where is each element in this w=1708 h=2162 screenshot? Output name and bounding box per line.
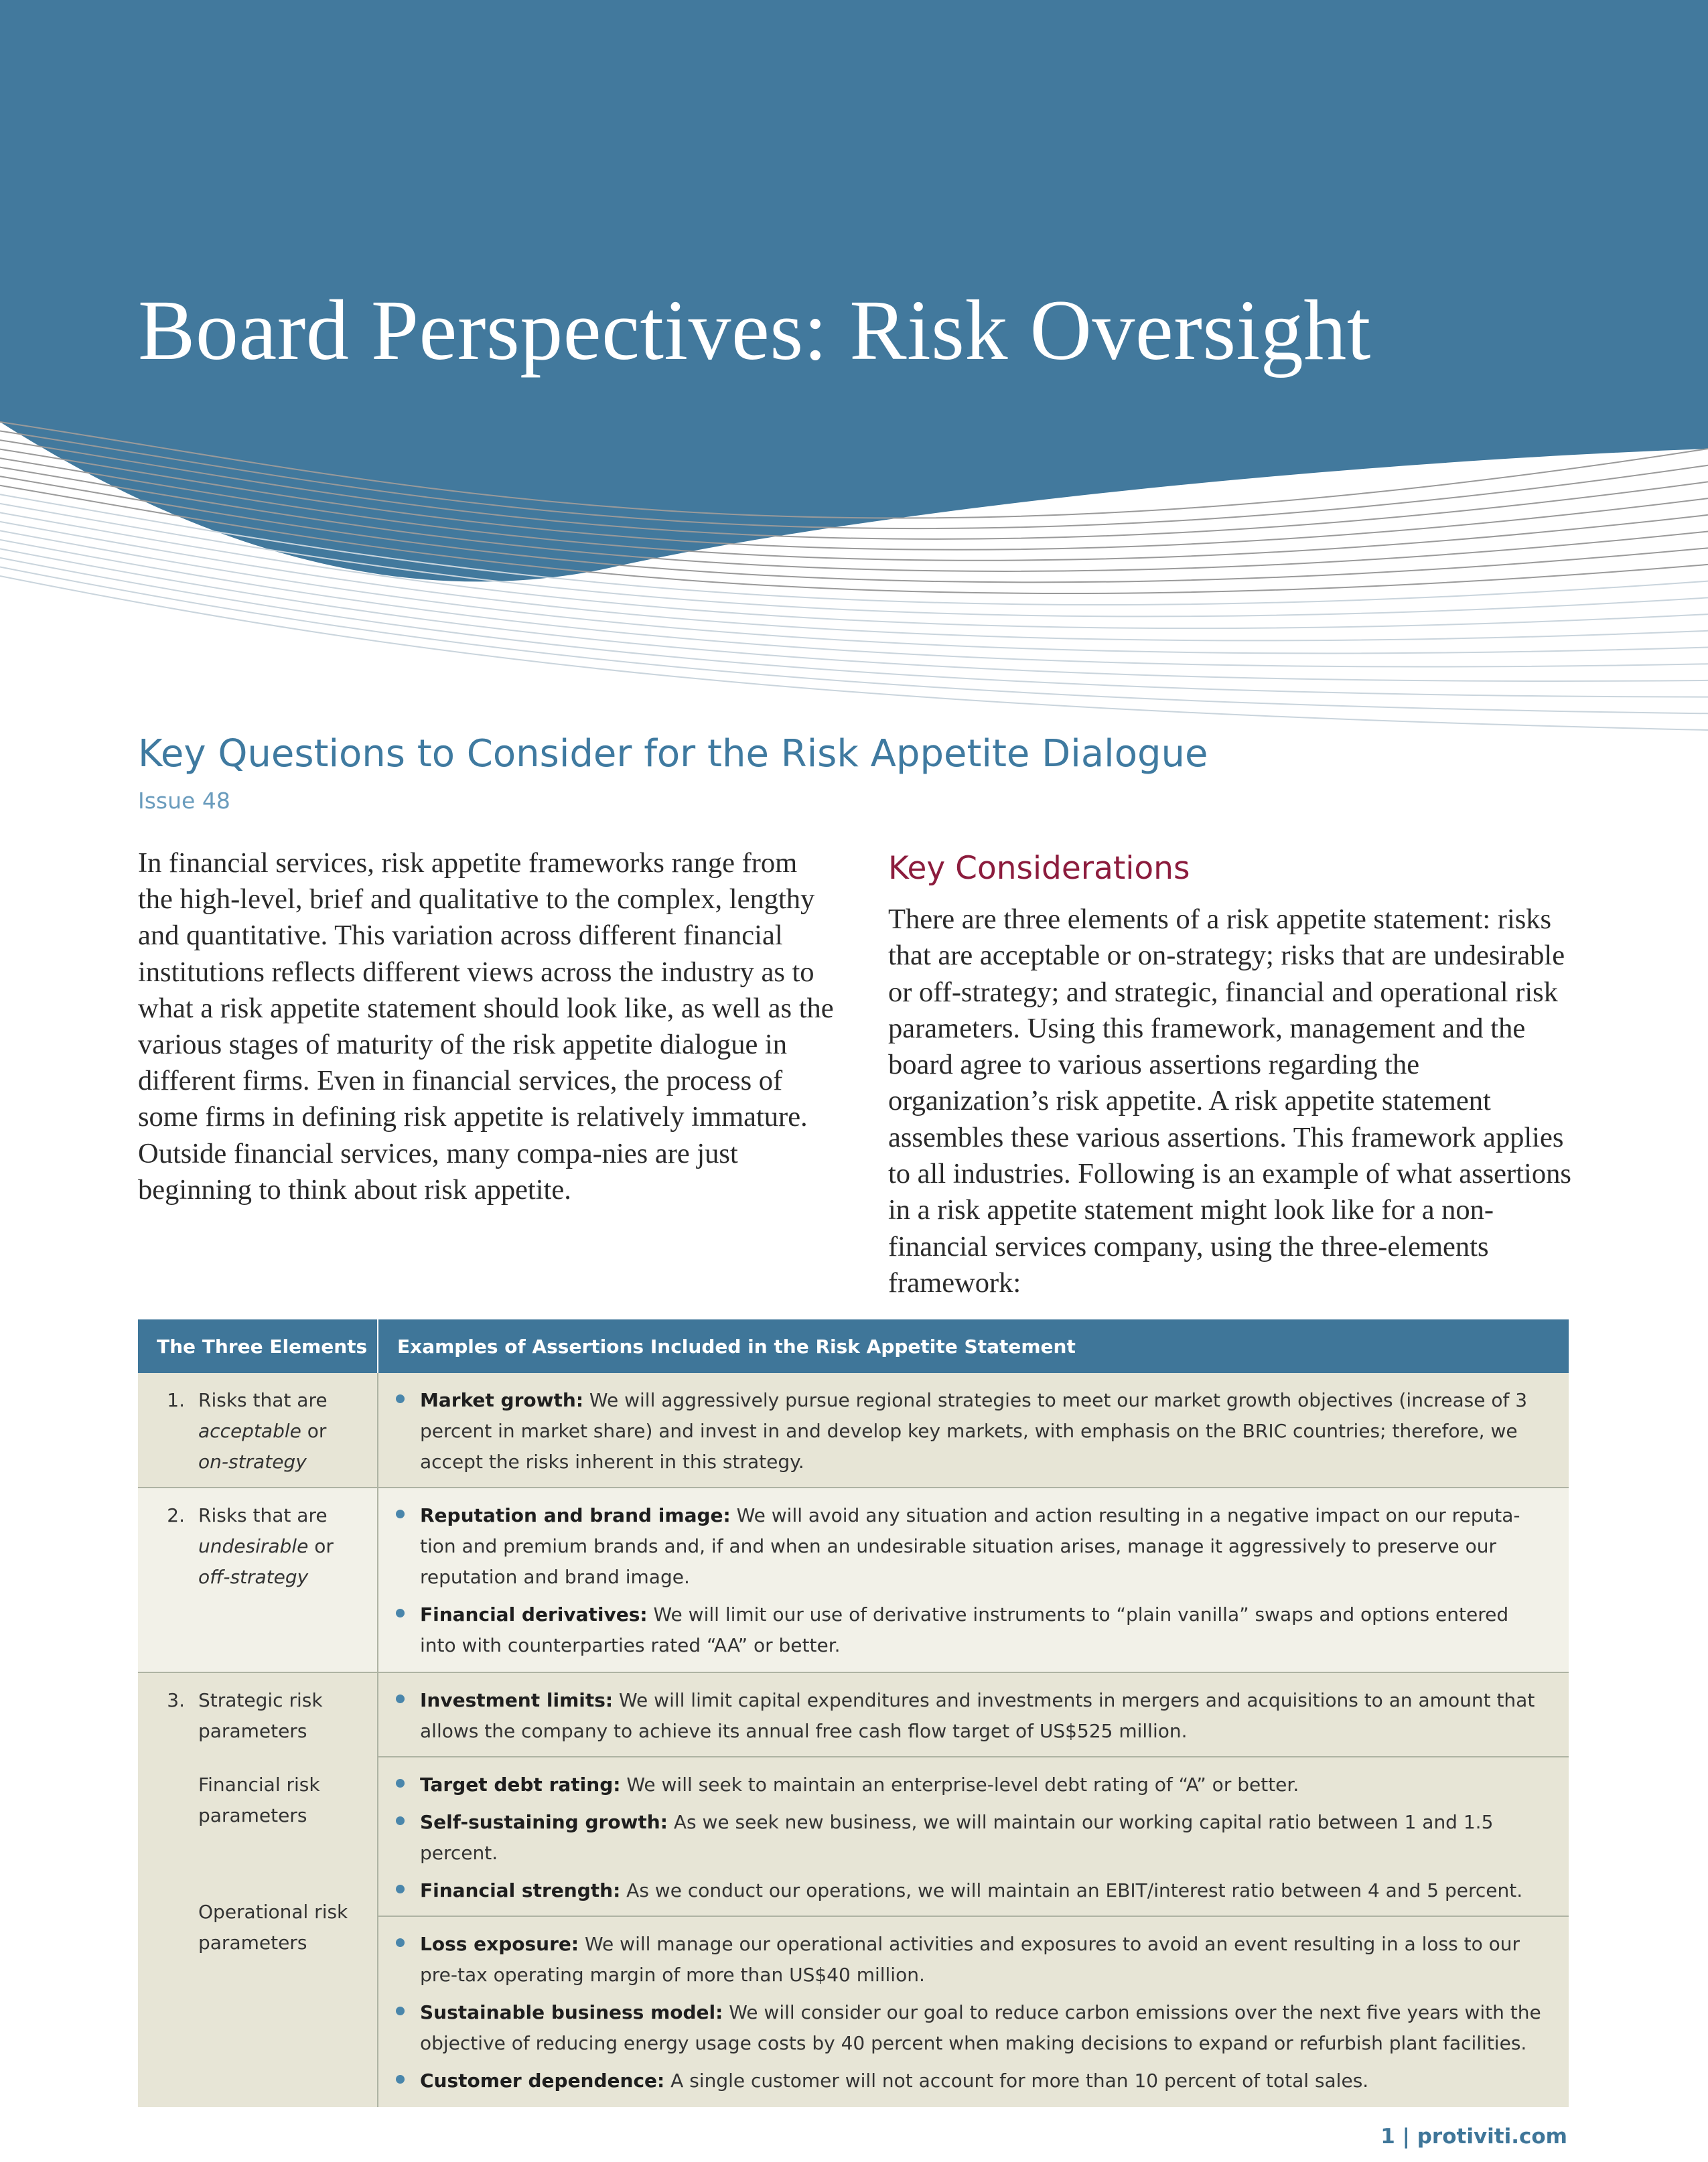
key-considerations-body: There are three elements of a risk appetite statement: risks that are acceptable or on-strategy; risks that are undesirable or off-strategy; and strategic, financial and operational risk parameters. Using this framework, management and the board agree to various assertions regarding the organization’s risk appetite. A risk appetite statement assembles these various assertions. This framework applies to all industries. Following is an example of what assertions in a risk appetite statement might look like for a non-financial services company, using the three-elements framework: <box>888 904 1571 1299</box>
list-item: Target debt rating: We will seek to maintain an enterprise-level debt rating of “A” or better. <box>396 1770 1542 1800</box>
header-banner <box>0 0 1708 764</box>
risk-appetite-table <box>138 1319 1569 2107</box>
page-title: Board Perspectives: Risk Oversight <box>138 283 1371 378</box>
list-item: Sustainable business model: We will consider our goal to reduce carbon emissions over the next five years with the objective of reducing energy usage costs by 40 percent when making decisions to expand or refurbish plant facilities. <box>396 1997 1542 2059</box>
bullet-icon <box>396 2007 405 2015</box>
table-row <box>138 1373 1569 1488</box>
element-number: 2. <box>167 1504 185 1526</box>
element-cell <box>138 1373 378 1488</box>
bullet-icon <box>396 1510 405 1518</box>
article-subtitle: Key Questions to Consider for the Risk Appetite Dialogue <box>138 732 1208 776</box>
assertions-cell <box>378 1672 1569 1757</box>
bullet-icon <box>396 1938 405 1947</box>
list-item: Investment limits: We will limit capital expenditures and investments in mergers and acquisitions to an amount that allows the company to achieve its annual free cash flow target of US$525 million. <box>396 1685 1542 1747</box>
list-item: Reputation and brand image: We will avoid any situation and action resulting in a negative impact on our reputa-tion and premium brands and, if and when an undesirable situation arises, manage it aggressively to preserve our reputation and brand image. <box>396 1500 1542 1593</box>
operational-risk-label: Operational risk parameters <box>198 1901 348 1954</box>
bullet-icon <box>396 1609 405 1617</box>
assertions-cell <box>378 1916 1569 2107</box>
element-label: Risks that are acceptable or on-strategy <box>198 1389 328 1473</box>
page-number: 1 <box>1380 2124 1395 2149</box>
list-item: Loss exposure: We will manage our operational activities and exposures to avoid an event resulting in a loss to our pre-tax operating margin of more than US$40 million. <box>396 1929 1542 1991</box>
assertions-cell <box>378 1488 1569 1672</box>
strategic-risk-label: Strategic risk parameters <box>198 1689 323 1742</box>
footer-link[interactable]: protiviti.com <box>1417 2124 1567 2149</box>
list-item: Customer dependence: A single customer will not account for more than 10 percent of total sales. <box>396 2066 1542 2096</box>
bullet-icon <box>396 1394 405 1403</box>
table-header-row <box>138 1319 1569 1373</box>
table-row <box>138 1672 1569 1757</box>
issue-number: Issue 48 <box>138 788 230 814</box>
column-header-elements: The Three Elements <box>138 1319 378 1373</box>
list-item: Self-sustaining growth: As we seek new business, we will maintain our working capital ratio between 1 and 1.5 percent. <box>396 1807 1542 1869</box>
bullet-icon <box>396 1816 405 1825</box>
bullet-icon <box>396 1695 405 1703</box>
page-footer: 1 | protiviti.com <box>1380 2124 1567 2149</box>
assertions-cell <box>378 1373 1569 1488</box>
financial-risk-label: Financial risk parameters <box>198 1774 320 1826</box>
assertions-cell <box>378 1757 1569 1916</box>
element-cell <box>138 1672 378 2107</box>
bullet-icon <box>396 2075 405 2084</box>
column-header-assertions: Examples of Assertions Included in the Risk Appetite Statement <box>378 1319 1569 1373</box>
list-item: Market growth: We will aggressively pursue regional strategies to meet our market growth objectives (increase of 3 percent in market share) and invest in and develop key markets, with emphasis on the BRIC countries; therefore, we accept the risks inherent in this strategy. <box>396 1385 1542 1478</box>
intro-paragraph: In financial services, risk appetite frameworks range from the high-level, brief and qualitative to the complex, lengthy and quantitative. This variation across different financial institutions reflects different views across the industry as to what a risk appetite statement should look like, as well as the various stages of maturity of the risk appetite dialogue in different firms. Even in financial services, the process of some firms in defining risk appetite is relatively immature. Outside financial services, many compa-nies are just beginning to think about risk appetite. <box>138 847 834 1206</box>
element-cell <box>138 1488 378 1672</box>
element-number: 3. <box>167 1689 185 1711</box>
key-considerations-heading: Key Considerations <box>888 850 1190 887</box>
bullet-icon <box>396 1885 405 1893</box>
element-label: Risks that are undesirable or off-strategy <box>198 1504 334 1588</box>
list-item: Financial derivatives: We will limit our use of derivative instruments to “plain vanilla” swaps and options entered into with counterparties rated “AA” or better. <box>396 1599 1542 1661</box>
list-item: Financial strength: As we conduct our operations, we will maintain an EBIT/interest ratio between 4 and 5 percent. <box>396 1875 1542 1906</box>
table-row <box>138 1488 1569 1672</box>
element-number: 1. <box>167 1389 185 1411</box>
bullet-icon <box>396 1779 405 1788</box>
